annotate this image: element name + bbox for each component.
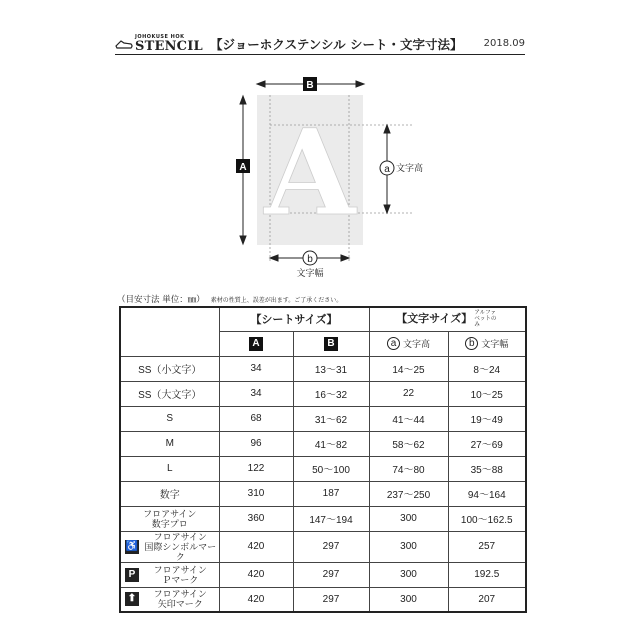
table-row [120, 562, 526, 587]
header-char-note: アルファベットのみ [474, 310, 497, 329]
cell-a: 14〜25 [369, 356, 448, 381]
cell-B: 41〜82 [293, 431, 369, 456]
label-b: b [307, 254, 313, 265]
cell-A: 96 [219, 431, 293, 456]
size-table [119, 306, 527, 613]
wheelchair-icon: ♿ [125, 540, 139, 552]
label-char-height: 文字高 [396, 164, 424, 174]
cell-B: 297 [293, 531, 369, 562]
table-row [120, 356, 526, 381]
header-sheet-size: 【シートサイズ】 [219, 307, 369, 331]
cell-A: 360 [219, 506, 293, 531]
cell-b: 257 [448, 531, 526, 562]
row-name: P フロアサイン Ｐマーク [120, 562, 219, 587]
brand-name: STENCIL [135, 39, 203, 54]
cell-A: 420 [219, 531, 293, 562]
col-header-b: b 文字幅 [448, 331, 526, 356]
cell-A: 122 [219, 456, 293, 481]
unit-note-main: （目安寸法 単位：㎜） [117, 295, 205, 305]
table-corner [120, 307, 219, 356]
unit-note-disclaimer: 素材の性質上、誤差が出ます。ご了承ください。 [210, 297, 343, 304]
cell-B: 297 [293, 587, 369, 612]
col-header-B: B [293, 331, 369, 356]
col-header-a: a 文字高 [369, 331, 448, 356]
row-name: 数字 [120, 481, 219, 506]
cell-B: 147〜194 [293, 506, 369, 531]
cell-b: 8〜24 [448, 356, 526, 381]
parking-icon: P [125, 568, 139, 582]
cell-A: 420 [219, 587, 293, 612]
cell-b: 94〜164 [448, 481, 526, 506]
row-name: S [120, 406, 219, 431]
cell-A: 420 [219, 562, 293, 587]
col-header-A: A [219, 331, 293, 356]
brand-small: JOHOKUSE HOK [135, 34, 185, 40]
row-name: ♿ フロアサイン 国際シンボルマーク [120, 531, 219, 562]
cell-a: 41〜44 [369, 406, 448, 431]
header-char-size: 【文字サイズ】 アルファベットのみ [369, 307, 526, 331]
cell-B: 297 [293, 562, 369, 587]
cell-b: 19〜49 [448, 406, 526, 431]
table-row [120, 481, 526, 506]
cell-a: 22 [369, 381, 448, 406]
cell-B: 31〜62 [293, 406, 369, 431]
table-row [120, 406, 526, 431]
cell-B: 16〜32 [293, 381, 369, 406]
cell-B: 187 [293, 481, 369, 506]
unit-note [117, 293, 342, 305]
label-A: A [239, 162, 247, 173]
label-a: a [384, 164, 390, 175]
cell-a: 300 [369, 506, 448, 531]
table-row [120, 381, 526, 406]
cell-b: 100〜162.5 [448, 506, 526, 531]
row-name: L [120, 456, 219, 481]
cell-a: 74〜80 [369, 456, 448, 481]
table-row [120, 587, 526, 612]
table-row [120, 506, 526, 531]
cell-a: 237〜250 [369, 481, 448, 506]
cell-a: 300 [369, 531, 448, 562]
cell-b: 192.5 [448, 562, 526, 587]
cell-A: 310 [219, 481, 293, 506]
stencil-letter: A [264, 103, 356, 242]
cell-A: 34 [219, 356, 293, 381]
cell-A: 34 [219, 381, 293, 406]
cell-B: 50〜100 [293, 456, 369, 481]
cell-b: 10〜25 [448, 381, 526, 406]
cell-b: 207 [448, 587, 526, 612]
table-header-row-1 [120, 307, 526, 331]
row-name: フロアサイン 数字プロ [120, 506, 219, 531]
cell-b: 35〜88 [448, 456, 526, 481]
cell-a: 300 [369, 562, 448, 587]
cell-B: 13〜31 [293, 356, 369, 381]
row-name: SS（小文字） [120, 356, 219, 381]
label-B: B [306, 80, 314, 91]
row-name: SS（大文字） [120, 381, 219, 406]
row-name: ⬆ フロアサイン 矢印マーク [120, 587, 219, 612]
cell-a: 58〜62 [369, 431, 448, 456]
page-title: 【ジョーホクステンシル シート・文字寸法】 [210, 37, 463, 52]
cell-a: 300 [369, 587, 448, 612]
arrow-up-icon: ⬆ [125, 592, 139, 606]
table-row [120, 456, 526, 481]
table-row [120, 531, 526, 562]
stencil-diagram [0, 0, 640, 300]
table-row [120, 431, 526, 456]
document-date: 2018.09 [483, 38, 525, 49]
cell-b: 27〜69 [448, 431, 526, 456]
label-char-width: 文字幅 [296, 269, 324, 279]
row-name: M [120, 431, 219, 456]
cell-A: 68 [219, 406, 293, 431]
